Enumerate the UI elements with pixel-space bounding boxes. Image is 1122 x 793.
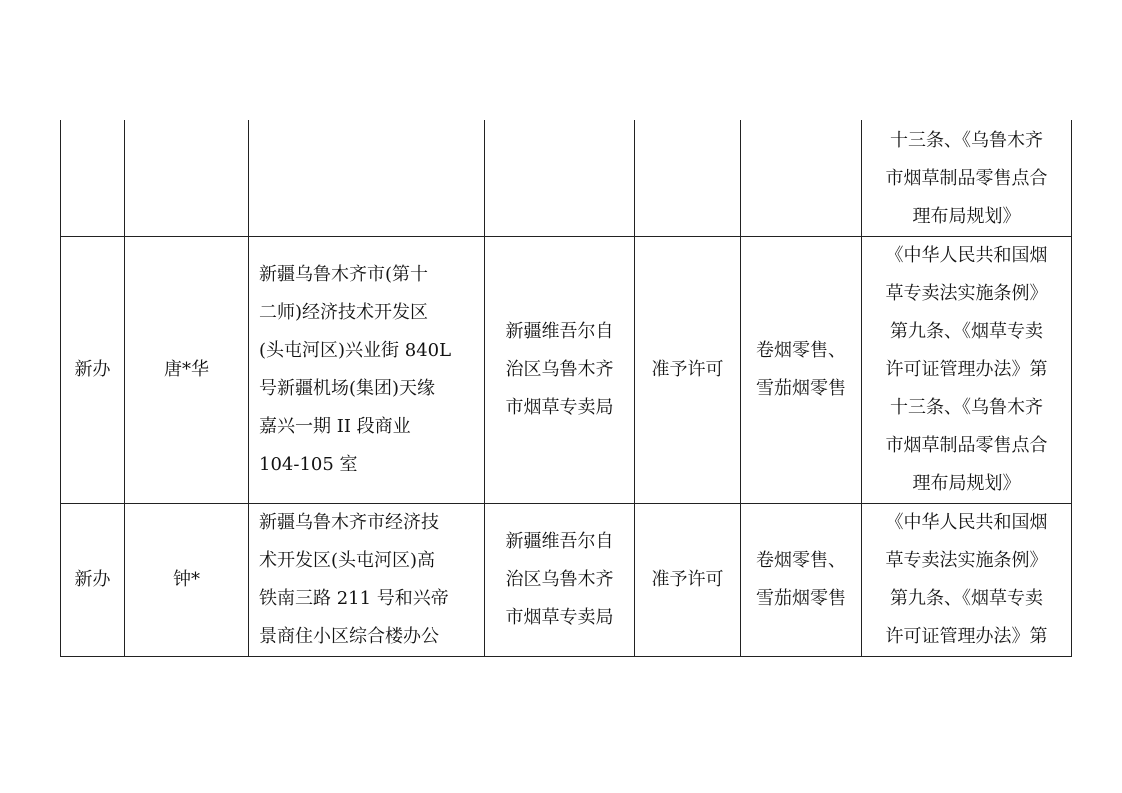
cell-type: 新办 bbox=[61, 504, 125, 657]
address-line: 104-105 室 bbox=[259, 454, 358, 475]
table-row bbox=[61, 237, 1072, 504]
basis-line: 第九条、《烟草专卖 bbox=[890, 588, 1043, 609]
table-row bbox=[61, 504, 1072, 657]
authority-line: 治区乌鲁木齐 bbox=[505, 569, 614, 590]
scope-line: 卷烟零售、 bbox=[756, 550, 846, 571]
authority-line: 市烟草专卖局 bbox=[505, 397, 614, 418]
cell-authority bbox=[485, 120, 635, 237]
address-line: 嘉兴一期 II 段商业 bbox=[259, 416, 411, 437]
cell-type bbox=[61, 120, 125, 237]
cell-result: 准予许可 bbox=[635, 237, 741, 504]
basis-line: 十三条、《乌鲁木齐 bbox=[890, 130, 1043, 151]
cell-basis bbox=[862, 237, 1072, 504]
scope-line: 卷烟零售、 bbox=[756, 340, 846, 361]
cell-scope bbox=[741, 237, 862, 504]
authority-line: 新疆维吾尔自 bbox=[505, 531, 614, 552]
address-line: 新疆乌鲁木齐市经济技 bbox=[259, 512, 439, 533]
cell-address bbox=[249, 120, 485, 237]
basis-line: 草专卖法实施条例》 bbox=[885, 550, 1048, 571]
address-line: 术开发区(头屯河区)高 bbox=[259, 550, 436, 571]
basis-line: 市烟草制品零售点合 bbox=[885, 168, 1048, 189]
authority-line: 治区乌鲁木齐 bbox=[505, 359, 614, 380]
license-table bbox=[60, 120, 1072, 657]
basis-line: 理布局规划》 bbox=[912, 473, 1021, 494]
basis-line: 市烟草制品零售点合 bbox=[885, 435, 1048, 456]
basis-line: 理布局规划》 bbox=[912, 206, 1021, 227]
basis-line: 《中华人民共和国烟 bbox=[885, 245, 1048, 266]
cell-address bbox=[249, 237, 485, 504]
address-line: 二师)经济技术开发区 bbox=[259, 302, 429, 323]
address-line: 新疆乌鲁木齐市(第十 bbox=[259, 264, 429, 285]
scope-line: 雪茄烟零售 bbox=[756, 588, 846, 609]
basis-line: 第九条、《烟草专卖 bbox=[890, 321, 1043, 342]
cell-scope bbox=[741, 120, 862, 237]
cell-type: 新办 bbox=[61, 237, 125, 504]
cell-address bbox=[249, 504, 485, 657]
cell-scope bbox=[741, 504, 862, 657]
cell-name: 唐*华 bbox=[125, 237, 249, 504]
basis-line: 许可证管理办法》第 bbox=[885, 626, 1048, 647]
address-line: 铁南三路 211 号和兴帝 bbox=[259, 588, 449, 609]
scope-line: 雪茄烟零售 bbox=[756, 378, 846, 399]
authority-line: 市烟草专卖局 bbox=[505, 607, 614, 628]
cell-result: 准予许可 bbox=[635, 504, 741, 657]
cell-result bbox=[635, 120, 741, 237]
cell-basis bbox=[862, 504, 1072, 657]
basis-line: 十三条、《乌鲁木齐 bbox=[890, 397, 1043, 418]
cell-name: 钟* bbox=[125, 504, 249, 657]
basis-line: 草专卖法实施条例》 bbox=[885, 283, 1048, 304]
basis-line: 《中华人民共和国烟 bbox=[885, 512, 1048, 533]
cell-name bbox=[125, 120, 249, 237]
address-line: 号新疆机场(集团)天缘 bbox=[259, 378, 436, 399]
authority-line: 新疆维吾尔自 bbox=[505, 321, 614, 342]
table-row bbox=[61, 120, 1072, 237]
basis-line: 许可证管理办法》第 bbox=[885, 359, 1048, 380]
address-line: 景商住小区综合楼办公 bbox=[259, 626, 439, 647]
address-line: (头屯河区)兴业街 840L bbox=[259, 340, 452, 361]
cell-authority bbox=[485, 237, 635, 504]
cell-authority bbox=[485, 504, 635, 657]
cell-basis bbox=[862, 120, 1072, 237]
